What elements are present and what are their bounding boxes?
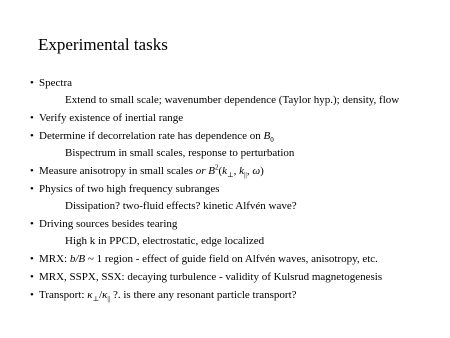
bullet-dot: • [30,289,34,301]
bullet-subranges: • Physics of two high frequency subranges [30,183,220,195]
bullet-spectra: • Spectra [30,77,72,89]
bullet-dot: • [30,130,34,142]
bullet-anisotropy: • Measure anisotropy in small scales or $B^2(k_\perp$, $k_{||}$, ω) [30,163,264,180]
bullet-dot: • [30,165,34,177]
bullet-mrx: • MRX: b/B ~ 1 region - effect of guide field on Alfvén waves, anisotropy, etc. [30,253,378,265]
bullet-dot: • [30,112,34,124]
sub-high-k: High k in PPCD, electrostatic, edge localized [65,235,265,247]
bullet-dot: • [30,183,34,195]
sub-spectra: Extend to small scale; wavenumber dependence (Taylor hyp.); density, flow [65,94,400,106]
bullet-dot: • [30,218,34,230]
bullet-dot: • [30,271,34,283]
bullet-decaying-turbulence: • MRX, SSPX, SSX: decaying turbulence - validity of Kulsrud magnetogenesis [30,271,383,283]
bullet-dot: • [30,77,34,89]
sub-dissipation: Dissipation? two-fluid effects? kinetic Alfvén wave? [65,200,297,212]
sub-bispectrum: Bispectrum in small scales, response to perturbation [65,147,295,159]
bullet-inertial-range: • Verify existence of inertial range [30,112,184,124]
bullet-decorrelation: • Determine if decorrelation rate has dependence on $B_0$ [30,130,274,145]
bullet-dot: • [30,253,34,265]
slide-title: Experimental tasks [38,35,168,54]
bullet-transport: • Transport: $\kappa_\perp/\kappa_{||}$ ?. is there any resonant particle transport? [30,289,297,304]
bullet-driving-sources: • Driving sources besides tearing [30,218,178,230]
